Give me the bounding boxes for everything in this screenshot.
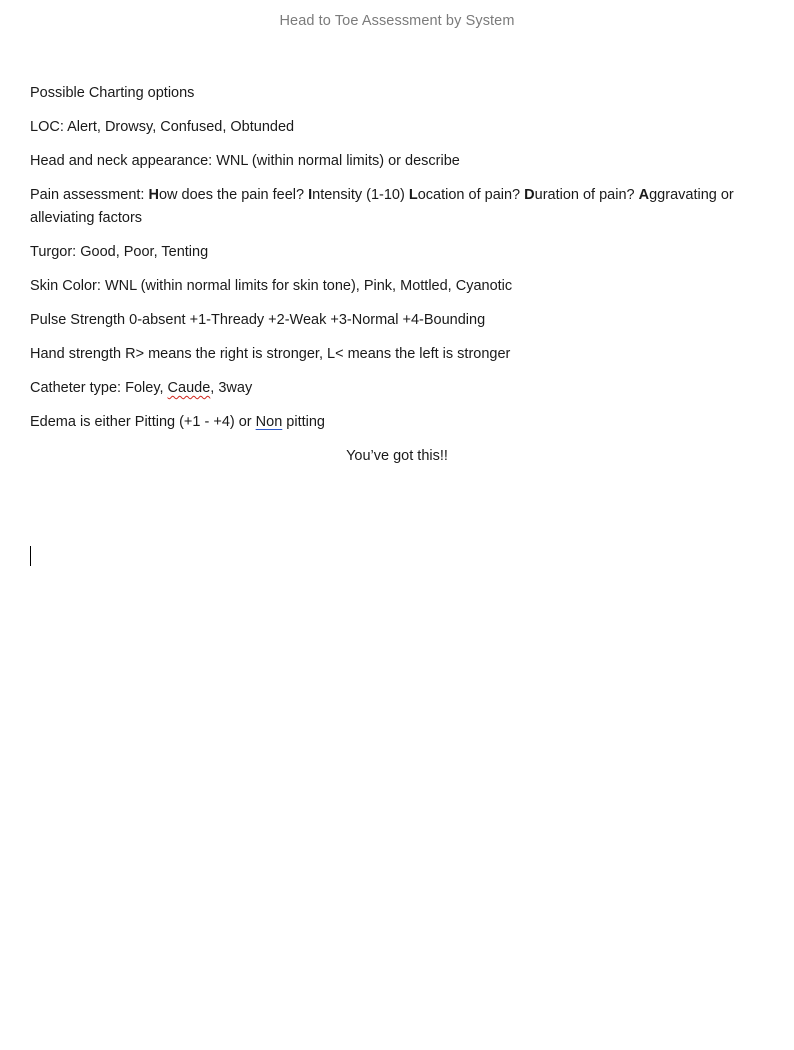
edema-text-after: pitting [282,414,325,430]
document-body[interactable] [30,82,760,468]
paragraph-skin-color: Skin Color: WNL (within normal limits for skin tone), Pink, Mottled, Cyanotic [30,278,513,294]
paragraph-loc: LOC: Alert, Drowsy, Confused, Obtunded [30,119,295,135]
paragraph-turgor: Turgor: Good, Poor, Tenting [30,244,209,260]
paragraph-head-neck: Head and neck appearance: WNL (within normal limits) or describe [30,153,460,169]
pain-letter-d: D [524,187,535,203]
paragraph-catheter [30,377,760,400]
paragraph-edema [30,411,760,434]
pain-text-h: ow does the pain feel? [158,187,309,203]
pain-letter-h: H [148,187,159,203]
pain-letter-i: I [308,187,313,203]
edema-text-before: Edema is either Pitting (+1 - +4) or [30,414,256,430]
pain-letter-a: A [638,187,650,203]
text-cursor [30,546,31,566]
catheter-text-after: , 3way [210,380,253,396]
pain-text-i: ntensity (1-10) [312,187,409,203]
pain-text-a: ggravating or alleviating factors [30,187,734,226]
pain-text-d: uration of pain? [534,187,639,203]
paragraph-closing: You’ve got this!! [346,448,448,464]
pain-lead: Pain assessment: [30,187,149,203]
grammar-flag-non[interactable]: Non [255,414,283,430]
paragraph-pulse-strength: Pulse Strength 0-absent +1-Thready +2-Weak +3-Normal +4-Bounding [30,312,486,328]
document-header-title: Head to Toe Assessment by System [279,13,515,29]
pain-letter-l: L [408,187,418,203]
paragraph-hand-strength: Hand strength R> means the right is stronger, L< means the left is stronger [30,346,511,362]
paragraph-intro: Possible Charting options [30,85,195,101]
catheter-text-before: Catheter type: Foley, [30,380,168,396]
paragraph-pain-assessment [30,184,760,230]
pain-text-l: ocation of pain? [417,187,525,203]
spelling-flag-caude[interactable]: Caude [167,380,211,396]
